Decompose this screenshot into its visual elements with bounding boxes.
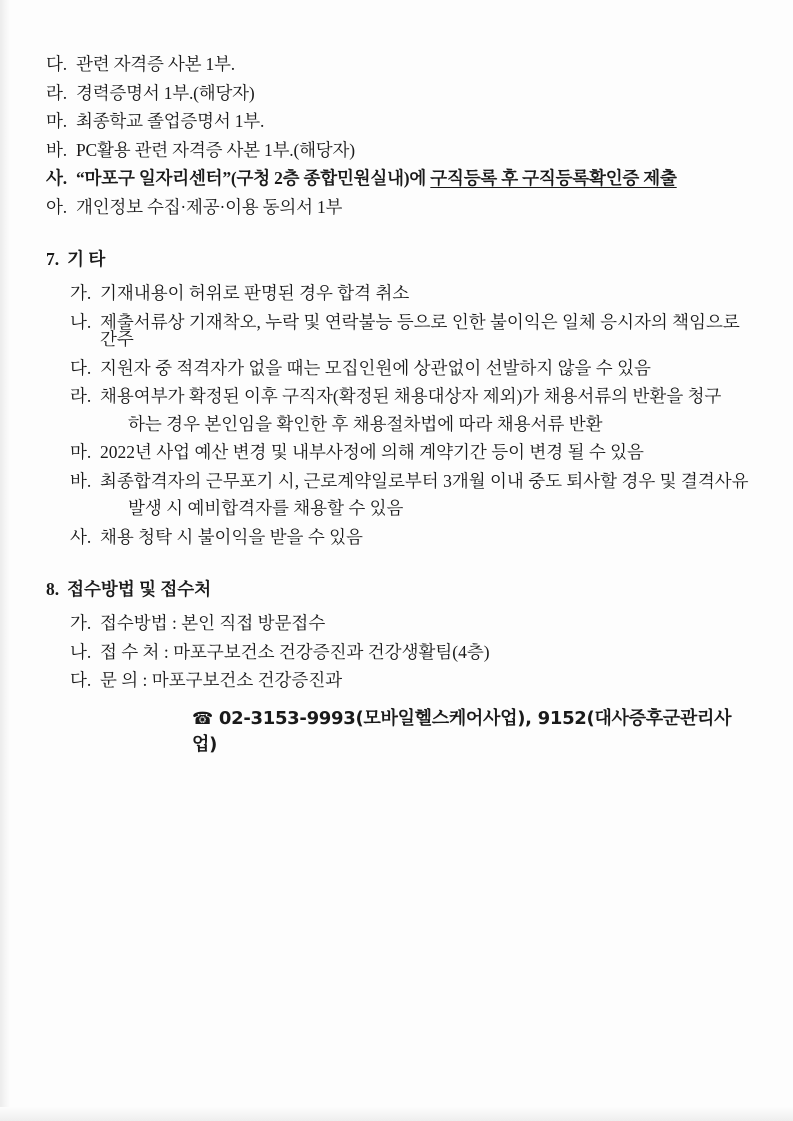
list-text: 제출서류상 기재착오, 누락 및 연락불능 등으로 인한 불이익은 일체 응시자의 책임으로 간주 (100, 311, 740, 349)
list-marker: 라. (46, 82, 67, 103)
list-marker: 다. (46, 54, 67, 74)
list-item (46, 56, 752, 74)
list-marker: 가. (70, 613, 92, 633)
list-marker: 사. (46, 168, 67, 188)
list-text-underlined: 구직등록 후 구직등록확인증 제출 (430, 168, 677, 188)
contact-phone-text: 02-3153-9993(모바일헬스케어사업), 9152(대사증후군관리사업) (192, 707, 732, 755)
list-text: 최종합격자의 근무포기 시, 근로계약일로부터 3개월 이내 중도 퇴사할 경우 및 결격사유 (100, 470, 749, 491)
list-marker: 나. (70, 641, 92, 662)
scan-edge-left (0, 0, 10, 1121)
list-marker: 가. (70, 283, 92, 303)
list-item (70, 357, 752, 378)
section-7-heading (46, 246, 752, 271)
list-text: 지원자 중 적격자가 없을 때는 모집인원에 상관없이 선발하지 않을 수 있음 (100, 357, 651, 378)
attachment-list (46, 56, 752, 216)
contact-phone-line (192, 704, 752, 756)
list-marker: 마. (70, 442, 92, 462)
list-item (46, 113, 752, 131)
list-text: 개인정보 수집·제공·이용 동의서 1부 (76, 196, 343, 217)
list-text: PC활용 관련 자격증 사본 1부.(해당자) (76, 139, 355, 160)
list-marker: 다. (70, 357, 92, 378)
list-text (76, 170, 752, 188)
list-item (70, 285, 752, 303)
list-item-highlighted (46, 170, 752, 188)
list-item (70, 388, 752, 406)
list-marker: 나. (70, 311, 92, 332)
list-item (70, 615, 752, 633)
section-7-number: 7. (46, 249, 60, 269)
section-7-list (46, 285, 752, 546)
list-text: 2022년 사업 예산 변경 및 내부사정에 의해 계약기간 등이 변경 될 수 있음 (100, 442, 644, 462)
telephone-icon: ☎ (192, 708, 213, 729)
list-text: 최종학교 졸업증명서 1부. (76, 111, 265, 131)
list-text: 기재내용이 허위로 판명된 경우 합격 취소 (100, 283, 410, 303)
list-marker: 마. (46, 111, 67, 131)
list-text: 접 수 처 : 마포구보건소 건강증진과 건강생활팀(4층) (100, 641, 490, 662)
list-item (70, 311, 752, 349)
list-item (70, 470, 752, 491)
list-marker: 사. (70, 526, 92, 547)
list-text: 채용 청탁 시 불이익을 받을 수 있음 (100, 526, 363, 547)
list-marker: 아. (46, 196, 67, 217)
list-text: 문 의 : 마포구보건소 건강증진과 (100, 670, 343, 690)
list-text: 채용여부가 확정된 이후 구직자(확정된 채용대상자 제외)가 채용서류의 반환을 청구 (100, 386, 722, 406)
list-item-continuation: 발생 시 예비합격자를 채용할 수 있음 (128, 498, 404, 518)
section-8-heading (46, 576, 752, 601)
list-text: 접수방법 : 본인 직접 방문접수 (100, 613, 326, 633)
list-item (46, 196, 752, 217)
list-text: 경력증명서 1부.(해당자) (76, 82, 255, 103)
list-item (70, 526, 752, 547)
list-item-continuation: 하는 경우 본인임을 확인한 후 채용절차법에 따라 채용서류 반환 (128, 413, 603, 434)
section-8-number: 8. (46, 579, 60, 599)
list-text-plain: “마포구 일자리센터”(구청 2층 종합민원실내)에 (76, 168, 431, 188)
list-marker: 라. (70, 386, 92, 406)
document-content (46, 56, 752, 756)
list-text: 관련 자격증 사본 1부. (76, 54, 235, 74)
section-8-list (46, 615, 752, 756)
list-marker: 바. (46, 139, 67, 160)
list-item (70, 641, 752, 662)
list-item (46, 82, 752, 103)
list-item (46, 139, 752, 160)
scan-edge-bottom (0, 1107, 793, 1121)
list-item (70, 444, 752, 462)
section-8-title: 접수방법 및 접수처 (67, 579, 212, 599)
list-item (70, 672, 752, 690)
list-marker: 바. (70, 470, 92, 491)
section-7-title: 기 타 (67, 249, 106, 269)
list-marker: 다. (70, 670, 92, 690)
